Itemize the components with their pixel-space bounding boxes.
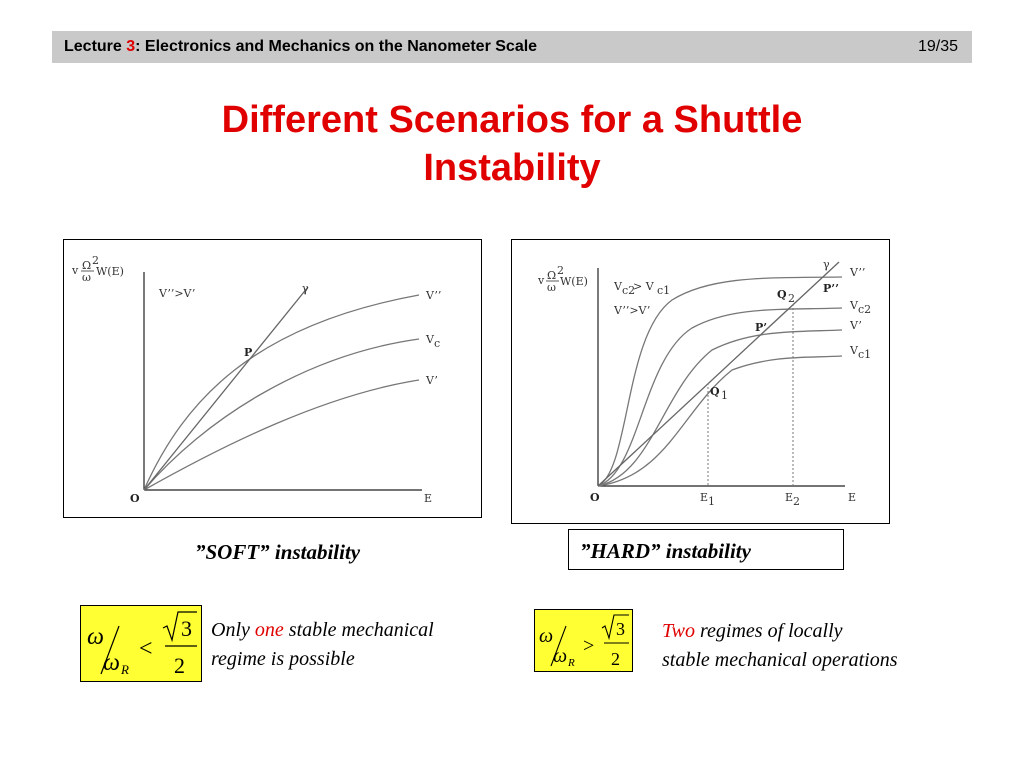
soft-gamma-line <box>144 287 308 490</box>
hard-cond1-op: > V <box>633 280 654 293</box>
slide-title <box>0 96 1024 192</box>
soft-gamma-label: γ <box>302 282 309 295</box>
lecture-subtitle: : Electronics and Mechanics on the Nanometer Scale <box>135 38 538 55</box>
hard-cond1-a-sub: c2 <box>622 284 636 297</box>
soft-formula-omega: ω <box>87 624 104 650</box>
hard-point-q2-sub: 2 <box>788 292 795 305</box>
hard-point-q1: Q <box>710 385 720 398</box>
soft-formula-omega-r: ω <box>103 650 120 676</box>
hard-formula-omega: ω <box>539 625 554 647</box>
hard-desc-post: regimes of locally <box>694 620 843 642</box>
hard-curve-vc2 <box>598 308 842 486</box>
soft-curve-v2 <box>144 295 419 490</box>
hard-label-v1: V’ <box>850 319 862 332</box>
hard-plot-svg <box>512 240 889 523</box>
hard-ylabel-omega-den: ω <box>547 281 556 294</box>
title-line-2: Instability <box>423 147 601 189</box>
soft-desc-line-2: regime is possible <box>211 648 355 670</box>
hard-description <box>662 617 898 675</box>
soft-ylabel-omega-num: Ω <box>82 259 92 272</box>
hard-e1-label: E <box>700 491 709 504</box>
hard-origin: O <box>590 491 600 504</box>
hard-curve-v1 <box>598 330 842 486</box>
soft-label-v1: V’ <box>426 374 438 387</box>
soft-point-p: P <box>244 346 253 359</box>
hard-formula-omega-r: ω <box>553 645 568 667</box>
hard-ylabel-v: v <box>538 274 545 287</box>
soft-instability-plot <box>63 239 482 518</box>
hard-caption: ”HARD” instability <box>580 539 751 563</box>
hard-label-vc1: V <box>850 344 858 357</box>
hard-label-v2: V’’ <box>850 266 866 279</box>
soft-label-v2: V’’ <box>426 289 442 302</box>
hard-point-p2: P’’ <box>823 282 839 295</box>
lecture-number: 3 <box>126 38 136 55</box>
header-bar <box>52 31 972 63</box>
hard-cond1-a: V <box>614 280 622 293</box>
soft-plot-svg <box>64 240 481 517</box>
hard-formula-sqrt-arg: 3 <box>616 619 625 639</box>
hard-ylabel-omega-num: Ω <box>547 269 557 282</box>
title-line-1: Different Scenarios for a Shuttle <box>221 99 803 141</box>
soft-ylabel-w: W(E) <box>96 265 124 278</box>
soft-label-vc: V <box>426 333 434 346</box>
lecture-word: Lecture <box>64 38 122 55</box>
soft-curve-v1 <box>144 380 419 490</box>
hard-e2-sub: 2 <box>793 495 800 508</box>
hard-desc-line-1 <box>662 617 898 646</box>
hard-e1-sub: 1 <box>708 495 715 508</box>
hard-gamma-label: γ <box>823 258 830 271</box>
hard-cond2: V’’>V’ <box>614 304 651 317</box>
hard-point-q1-sub: 1 <box>721 389 728 402</box>
soft-formula-op: < <box>139 636 153 662</box>
soft-label-vc-sub: c <box>434 337 441 350</box>
hard-formula-den: 2 <box>611 649 620 669</box>
soft-formula-den: 2 <box>174 653 185 678</box>
lecture-title <box>64 38 537 56</box>
soft-origin: O <box>130 492 140 505</box>
hard-point-p1: P’ <box>755 321 768 334</box>
hard-label-vc2: V <box>850 299 858 312</box>
soft-formula <box>80 605 202 682</box>
hard-e2-label: E <box>785 491 794 504</box>
soft-formula-sqrt-arg: 3 <box>181 616 192 641</box>
soft-caption: ”SOFT” instability <box>195 540 361 564</box>
hard-xlabel: E <box>848 491 857 504</box>
hard-label-vc2-sub: c2 <box>858 303 872 316</box>
soft-ylabel-omega-den: ω <box>82 271 91 284</box>
soft-ylabel-sq: 2 <box>92 254 99 267</box>
soft-desc-highlight: one <box>254 619 284 641</box>
hard-cond1-b-sub: c1 <box>657 284 671 297</box>
hard-ylabel-w: W(E) <box>560 275 588 288</box>
soft-desc-line-1 <box>211 616 434 645</box>
soft-formula-svg <box>81 606 201 681</box>
soft-xlabel: E <box>424 492 433 505</box>
hard-instability-plot <box>511 239 890 524</box>
hard-formula-op: > <box>583 635 595 657</box>
hard-desc-line-2: stable mechanical operations <box>662 649 898 671</box>
hard-ylabel-sq: 2 <box>557 264 564 277</box>
hard-formula-svg <box>535 610 632 671</box>
page-number: 19/35 <box>917 38 958 55</box>
soft-description <box>211 616 434 674</box>
hard-formula <box>534 609 633 672</box>
soft-desc-pre: Only <box>211 619 255 641</box>
soft-condition: V’’>V’ <box>159 287 196 300</box>
soft-desc-post: stable mechanical <box>283 619 434 641</box>
hard-formula-sub-r: R <box>568 657 575 669</box>
hard-point-q2: Q <box>777 288 787 301</box>
soft-formula-sub-r: R <box>121 662 129 677</box>
hard-desc-highlight: Two <box>662 620 695 642</box>
hard-label-vc1-sub: c1 <box>858 348 872 361</box>
soft-ylabel-v: v <box>72 264 79 277</box>
